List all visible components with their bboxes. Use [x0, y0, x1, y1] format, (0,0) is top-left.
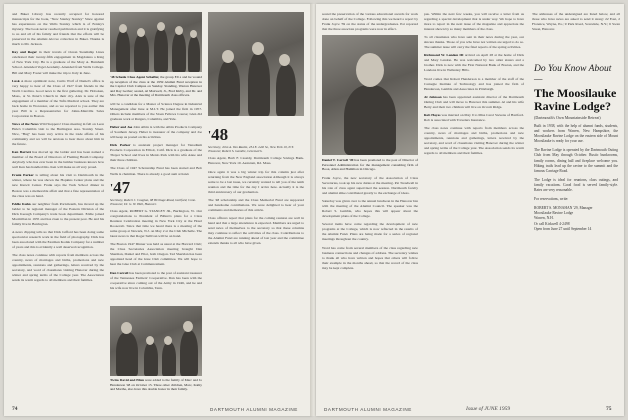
class-note-paragraph: News of the News Wild Steppers! Class meeting in full on Leon Hale's Columbia visit to the Burlington area. Stanley Street. Nice, "Bug" has been very active in the trade affairs of his community and we will be anxious to hear more about him in the future. [12, 121, 104, 147]
class-note-paragraph: Heber and Joe John Albin is with the Albin Products Company of Southern Jersey. Heber is treasurer of the company and Joe will keep us posted on his activities. [110, 125, 202, 140]
class-note-paragraph: Dan Carroll has been promoted to the post of assistant treasurer of the Tennessee Farmers' Cooperative. Dan has been with the cooperative since coming out of the Army in 1946, and he and his wife now live in Columbia, Tenn. [110, 270, 202, 290]
sidebar-signature-line: Moosilauke Ravine Lodge [534, 211, 574, 216]
twins-caption: Twins David and Ellen were added to the family of Marc and Jo Henderson '48 on October 15. Three other children, Marc, Kathy and Martha, also have this double honor in their family. [110, 378, 202, 392]
left-page-number: 74 [12, 406, 18, 412]
class-48-secretary: Secretary, John A. Van Raalte, 234 E. 24th St., New York 10, N.Y. Treasurer, Robert S. Gamble, Greenwich. [208, 145, 294, 154]
class-note-paragraph: Dick Parker is assistant project manager for Vanadium Products Corporation in Elliott, Calif. Dick is a graduate of the Thayer School and lives in Menlo Park with his wife Anne and their three children. [110, 143, 202, 163]
class-note-continuation [322, 246, 418, 271]
class-note-paragraph: A news clipping tells us that Dick Gifford has been doing some spectacular research work in the field of photography. Dick has been associated with the Eastman Kodak Company for a number of years and this is evidently a well deserved recognition. [12, 229, 104, 249]
right-magazine-title: DARTMOUTH ALUMNI MAGAZINE [324, 407, 412, 412]
class-note-paragraph: Ray and Roger in their travels of Ocean Steamship Lines celebrated their twenty-fifth engagement in Magdalena a King of New York City. He is a graduate of the Mary A. Burnham School. Attended Vogel Academy. Attended from Wells College. Bill and Mary Foster will make the trip to Italy in June. [12, 50, 104, 75]
sidebar-kicker: Do You Know About— [534, 64, 612, 85]
magazine-spread [4, 4, 624, 416]
sidebar-signature-line: Warren, N.H. [534, 216, 554, 221]
class-note-paragraph: Ken Barrett has moved up the ladder and has been named a member of the Board of Directors of Fleming Heath Company. Anybody who has ever been in the lumber business knows how well Ken has handled this. Ken will make us all very proud. [12, 150, 104, 170]
class-47-secretary: Secretary, Robert J. Couglan, 98 Heritage Road, Guilford, Conn. Treasurer, Dr. G. W. Hall, Hanover. [110, 197, 197, 206]
class-note-paragraph: Class Agent, Herb F. Cassidy, Dartmouth College Savings Bank. Hanover, New York 10. Assistant, Rd. Mass. [208, 156, 304, 166]
class-note-paragraph: Al Johnson has been appointed assistant director of the Dartmouth Outing Club and will move to Hanover this summer. Al and his wife Betty and their two children will live on Occom Ridge. [424, 94, 524, 109]
class-note-paragraph: Class Agent, ROBERT G. STANLEY JR., Burlington, Vt. Our congratulations to President of Billers's plans for a Class Reunion Celebration meeting in New York City at the Hotel Roosevelt. Since that time we heard there is a meeting of the same group at Newark, N.J. on May 2 at the Club Michelle. The latest news is that Roger Sullivan will be on hand. [110, 208, 202, 239]
class-note-paragraph: Rob Hayes was married on May 9 to Miss Carol Stevens of Hartford. Rob is associated with Travelers Insurance. [424, 112, 524, 122]
class-officers-photo [110, 12, 202, 72]
right-column-3-top [532, 12, 620, 62]
class-note-paragraph: pus. Within the next few weeks, you will receive a letter from us regarding a special development that is under way. We hope to have more to report in the next issue of the magazine and appreciate the interest shown by so many members of the class. [424, 12, 524, 32]
class-note-paragraph: and Baker Library has recently accepted for honored manuscripts for the book, "New Stanley Stanley" Since against has experiences on the Wells Stanley which is of Fenley's mystery. The book never reached publication and it is gratifying to us and all of his family and friends that the efforts will be preserved in the Alumni Alcove collection in Baker. Thanks is much to Mr. Jackson. [12, 12, 104, 47]
left-column-1 [12, 12, 104, 404]
class-note-paragraph: Frank Joyce, the new secretary of the Association of Class Secretaries, took up his new duties at the meeting. Pat Treadwell in his role of class agent supervised the session. Dartmouth faculty and alumni alike contributed greatly to the exchange of ideas. [322, 175, 418, 196]
right-issue-date: Issue of JUNE 1959 [466, 406, 511, 412]
sidebar-headline: The Moosilauke Ravine Lodge? [534, 86, 617, 113]
right-column-2 [424, 12, 524, 404]
class-note-continuation [208, 216, 304, 246]
sidebar-paragraph: For reservations, write: [534, 197, 569, 202]
sidebar-paragraph: The Lodge is ideal for reunions, class outings, and family vacations. Good food is served family-style. Rates are very reasonable. [534, 177, 618, 193]
class-48-photo [208, 12, 304, 116]
sidebar-subhead: (Dartmouth's Own Mountainside Retreat) [534, 115, 601, 120]
class-note-paragraph: The addresses of the undersigned are listed below, and all those who have news are asked to send it along: 22 East, 2 Florence, Wayne, Pa.; 9 Park Road, Scarsdale, N.Y.; 6 Swan Street, Hanover. [532, 12, 620, 32]
class-officers-caption: '48 Schenk Class Agent Schaffer, the group Ell a and he wound up reception of the class at the 1959 Alumni Fund reception in the Capitol Club Campus on Sunday. Standing, Warren Hanover and Ray Gerber; seated, Al Maxwell, Jr., Fred Kirby, and Dr. and Mrs. Hanover at the meeting of Dartmouth class officers. [110, 75, 202, 98]
carroll-caption: Daniel T. Carroll '49 has been promoted to the post of Director of Personnel Administration for the management consulting firm of Booz, Allen and Hamilton in Chicago. [322, 158, 418, 172]
class-note-continuation [12, 253, 104, 283]
right-page [316, 4, 624, 416]
sidebar-signature-line: Open from June 27 until September 14 [534, 226, 592, 231]
class-note-continuation [424, 126, 524, 156]
sidebar-paragraph: The Ravine Lodge is operated by the Dartmouth Outing Club from May through October. Rustic bunkrooms, family rooms, dining hall and fireplace welcome you. Hiking trails lead up the ravine to the summit and the famous Carriage Road. [534, 148, 618, 173]
sidebar-signature-line: Or call Kirkwell 4-2498 [534, 221, 570, 226]
class-note-paragraph: Eddie Kahn our neighbor from Portsmouth, has moved up the ladder to be regional manager of the Eastern Division of the Dick Keough Company's trade book department. Eddie joined Macmillan in 1935 and has risen to the present post. He and his family live in Barrington. [12, 201, 104, 226]
right-column-1 [322, 12, 418, 404]
carroll-portrait [322, 35, 418, 155]
right-page-number: 75 [606, 406, 612, 412]
class-note-paragraph: The Class of 1947 Scholarship Fund has been started and Bob Wells is chairman. There is already a good sum at hand. [110, 166, 202, 176]
class-note-paragraph: To all classmates who have sent in their news during the year, our sincere thanks. Those of you who have not written are urged to do so. The summer issue will carry the final reports of the spring activities. [424, 35, 524, 50]
class-note-paragraph: Several items have come regarding the development of new programs at the College, which is now reflected in the results of the Alumni Fund. Plans are being made for a series of regional meetings throughout the country. [322, 222, 418, 242]
class-note-paragraph: The '48 scholarship and the Class Memorial Fund are supported and handsome contributions. We were delighted to hear of your comments and memories of this article. [208, 197, 304, 212]
twins-photo [110, 306, 202, 376]
sidebar-paragraph: Built in 1938, with the help of alumni funds, students, and workers from Warren, New Hampshire, the Moosilauke Ravine Lodge on the eastern side of Mount Moosilauke is ready for your use. [534, 124, 618, 144]
class-note-paragraph: sound the preservation of the various educational awards for work done on behalf of the College. Following this we heard a report by Frank Joyce '39 on the status of the undergraduates. Pat reported that the three associate programs were now in effect. [322, 12, 418, 32]
left-page [4, 4, 312, 416]
class-48-heading: '48 [208, 125, 229, 144]
left-magazine-title: DARTMOUTH ALUMNI MAGAZINE [210, 407, 298, 412]
class-note-paragraph: Frank Parker is telling about his visit to Dartmouth in the winter, where he was shown the Hopkins Center plans and the new Kiewit Center. Frank says the Tuck School dinner in Boston was a memorable affair and that a fine representation of the class was on hand. [12, 173, 104, 198]
class-note-paragraph: Once again it was a big winter trip for this column just after returning from the New England association Although it is always some to be a last issue, we certainly wanted to tell you of the tenth reunion and the time for the day I arrive here. Actually it is the third anniversary of our graduation. [208, 169, 304, 194]
class-note-paragraph: Lusk A more optimistic note, Curtis Wolf of Daniel's office is very happy to hear of the Class of 1927 from friends in the North Carolina. Good news is the first gathering. Dr. Hoboken, Mass., at St. Peter's Church in their city. Alex is sure of the engagement of a member of the Tufts Medical school. They are back home in Worcester, and as we reported to you earlier this year Bill is a Representative for Johns-Manville Sales Corporation in Boston. [12, 78, 104, 118]
class-note-paragraph: The Boston 1947 Dinner was held as usual at the Harvard Club; the Class Secretaries Association meeting brought Dan Sherman, Daniel and Eliot, both Oregon. Ted Sheridan has been appointed head of the Glee Club committee. We will hope to hear the Glee Club at Commencement. [110, 242, 202, 267]
class-note-paragraph: will be a candidate for a Master of Science Degree in Industrial Management after June at M.I.T. He joined the firm in 1957. Others include members of the Sloan Fellows Course; Glen did graduate work at Rutgers, Columbia, and Yale. [110, 101, 202, 122]
sidebar-signature-line: ROBERT S. MONAHAN '29, Manager [534, 206, 593, 211]
class-note-paragraph: Word comes that Robert Henderson is a member of the staff of the Carnegie Institute of Technology and has joined the firm of Henderson, Gamble and Associates in Pittsburgh. [424, 76, 524, 91]
moosilauke-sidebar [534, 64, 618, 232]
class-note-paragraph: Richmond W. Landon III arrived on April 28 at the home of Dick and Mary Landon. He was welcomed by two older sisters and a brother. Dick is now with the First National Bank of Boston, and the Landons live in Wellesley Hills. [424, 53, 524, 73]
class-note-paragraph: Saturday was given over to the annual luncheon in the Hanover Inn with the meeting of the Alumni Council. The speaker was the Robert S. Gamble, who hopes this will appear about the development plans of the College. [322, 199, 418, 219]
class-47-heading: '47 [110, 177, 131, 197]
